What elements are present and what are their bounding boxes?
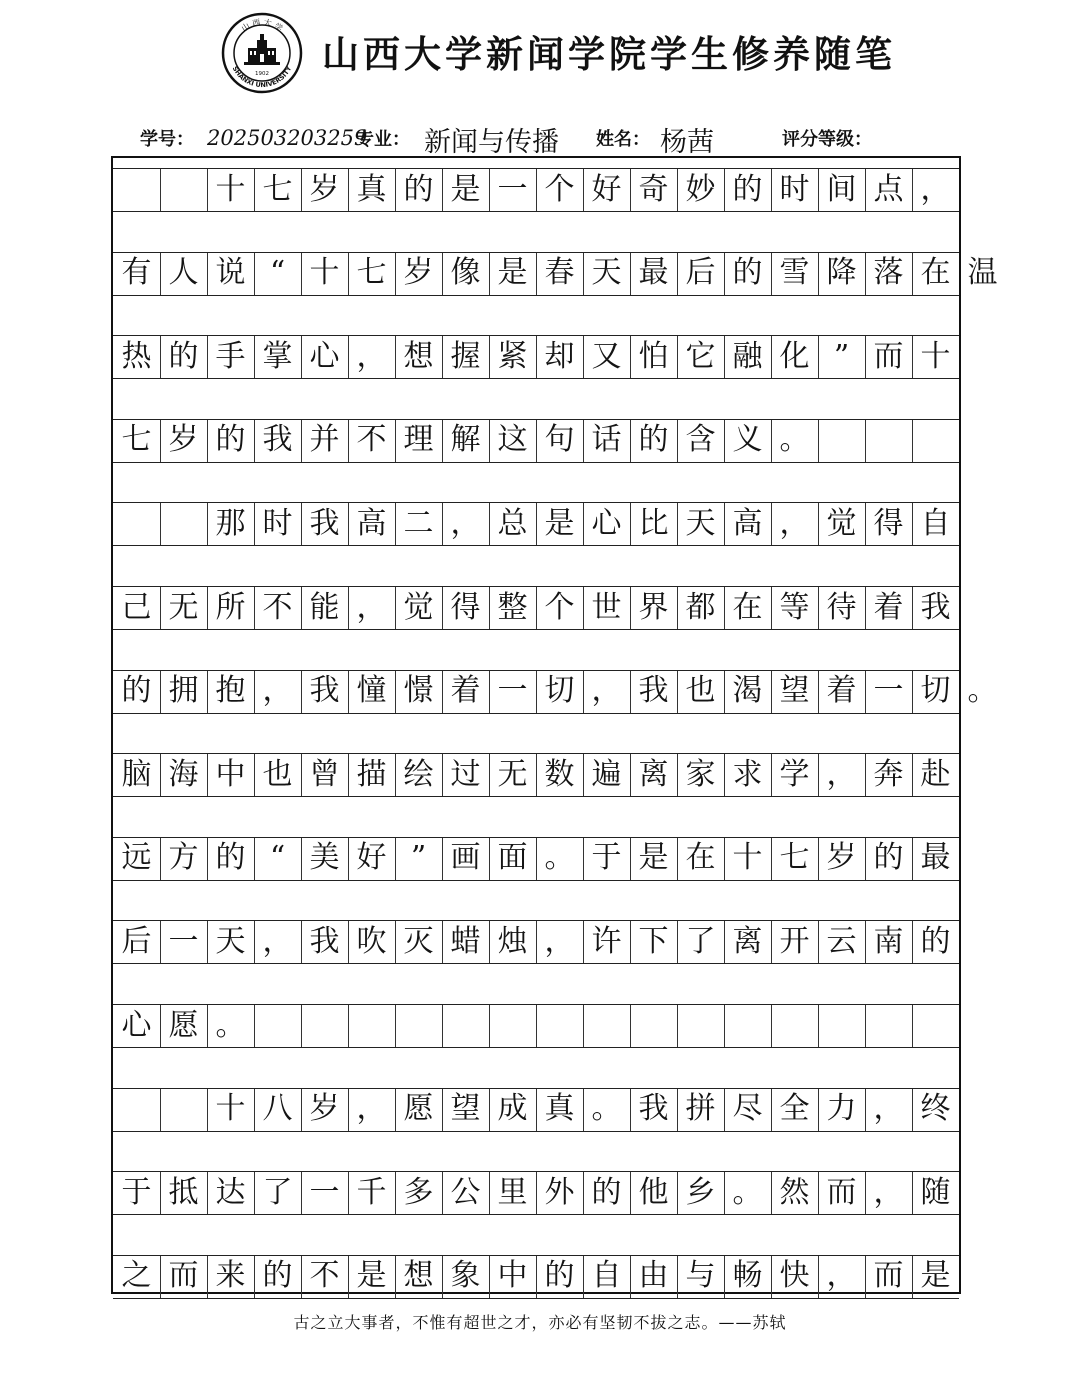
grid-cell: 手	[215, 338, 246, 374]
grid-row	[113, 502, 959, 546]
grid-line	[912, 1005, 913, 1047]
grid-cell: 在	[685, 840, 716, 876]
grid-cell: 想	[403, 1258, 434, 1294]
grid-cell: 也	[262, 756, 293, 792]
grid-cell: 拥	[168, 673, 199, 709]
name-label: 姓名：	[596, 129, 650, 150]
grid-cell: 抵	[168, 1174, 199, 1210]
grid-cell: 。	[732, 1174, 763, 1210]
grid-cell: 那	[215, 505, 246, 541]
grid-cell: 面	[497, 840, 528, 876]
grid-cell: 人	[168, 255, 199, 291]
grid-cell: ，	[591, 673, 622, 709]
grid-cell: 二	[403, 505, 434, 541]
grid-cell: 天	[591, 255, 622, 291]
grid-cell: 。	[967, 673, 998, 709]
grid-cell: 海	[168, 756, 199, 792]
grid-row	[113, 1088, 959, 1132]
grid-cell: 我	[638, 1091, 669, 1127]
grid-cell: 都	[685, 589, 716, 625]
seal-year: 1902	[255, 71, 269, 77]
grid-cell: 不	[356, 422, 387, 458]
grid-cell: “	[269, 255, 286, 291]
grid-cell: 烛	[497, 923, 528, 959]
grid-cell: 达	[215, 1174, 246, 1210]
grid-cell	[160, 1089, 207, 1130]
grid-cell: 的	[920, 923, 951, 959]
grid-cell: 的	[591, 1174, 622, 1210]
grid-cell: 界	[638, 589, 669, 625]
grid-cell: 我	[920, 589, 951, 625]
grid-line	[771, 1005, 772, 1047]
grid-cell: 中	[215, 756, 246, 792]
grid-line	[536, 1005, 537, 1047]
grid-cell: ，	[262, 923, 293, 959]
grid-cell: 点	[873, 171, 904, 207]
grid-cell: 快	[779, 1258, 810, 1294]
grid-cell: 含	[685, 422, 716, 458]
grid-cell: 的	[732, 255, 763, 291]
grid-cell: 而	[826, 1174, 857, 1210]
grid-cell: 落	[873, 255, 904, 291]
grid-cell: 望	[779, 673, 810, 709]
grid-cell: 切	[544, 673, 575, 709]
grid-cell: 是	[497, 255, 528, 291]
grid-cell: 己	[121, 589, 152, 625]
grid-cell: 真	[356, 171, 387, 207]
grid-cell: 愿	[403, 1091, 434, 1127]
grid-cell: 中	[497, 1258, 528, 1294]
grid-cell: 无	[497, 756, 528, 792]
grid-cell: 总	[497, 505, 528, 541]
grid-cell: 我	[309, 673, 340, 709]
grid-cell: 云	[826, 923, 857, 959]
grid-cell: 奇	[638, 171, 669, 207]
grid-cell: 的	[873, 840, 904, 876]
grid-row	[113, 252, 998, 296]
grid-cell: ，	[826, 756, 857, 792]
grid-line	[677, 1005, 678, 1047]
grid-row	[113, 335, 959, 379]
grid-cell: 雪	[779, 255, 810, 291]
grid-line	[818, 420, 819, 462]
grid-row	[113, 1255, 959, 1299]
grid-cell: 全	[779, 1091, 810, 1127]
grid-cell: 曾	[309, 756, 340, 792]
grid-cell: ”	[410, 840, 427, 876]
grid-cell: 而	[873, 338, 904, 374]
grid-cell: 融	[732, 338, 763, 374]
grid-cell: 的	[262, 1258, 293, 1294]
grid-cell: “	[269, 840, 286, 876]
grid-cell: 个	[544, 589, 575, 625]
grid-cell: 十	[215, 1091, 246, 1127]
grid-line	[630, 1005, 631, 1047]
grid-row	[113, 168, 959, 212]
grid-cell: 。	[215, 1007, 246, 1043]
grid-cell: 春	[544, 255, 575, 291]
grid-cell: 然	[779, 1174, 810, 1210]
grid-cell: 学	[779, 756, 810, 792]
page-header	[0, 0, 1080, 100]
grid-cell: 好	[356, 840, 387, 876]
grid-cell: 开	[779, 923, 810, 959]
grid-cell: 。	[544, 840, 575, 876]
grid-cell: 最	[920, 840, 951, 876]
grid-cell: 的	[168, 338, 199, 374]
grid-cell: 高	[356, 505, 387, 541]
grid-cell: 得	[450, 589, 481, 625]
grid-cell: 我	[638, 673, 669, 709]
grid-row	[113, 670, 998, 714]
grid-cell: 在	[920, 255, 951, 291]
grid-cell: 吹	[356, 923, 387, 959]
grid-cell: 于	[591, 840, 622, 876]
grid-line	[254, 1005, 255, 1047]
grid-cell: 离	[638, 756, 669, 792]
grid-cell: 望	[450, 1091, 481, 1127]
grid-cell: 着	[826, 673, 857, 709]
grid-cell: 与	[685, 1258, 716, 1294]
grid-row	[113, 1171, 959, 1215]
grid-cell: 我	[309, 923, 340, 959]
grid-cell: 世	[591, 589, 622, 625]
grid-cell: 乡	[685, 1174, 716, 1210]
grid-cell: 的	[544, 1258, 575, 1294]
grid-cell: 离	[732, 923, 763, 959]
grid-cell: 一	[497, 171, 528, 207]
grid-line	[301, 1005, 302, 1047]
grid-cell: ，	[356, 1091, 387, 1127]
grid-cell: 妙	[685, 171, 716, 207]
grid-cell: 力	[826, 1091, 857, 1127]
grid-cell: 赴	[920, 756, 951, 792]
grid-cell	[113, 169, 160, 210]
grid-line	[818, 1005, 819, 1047]
grid-cell: 心	[309, 338, 340, 374]
grid-cell: 随	[920, 1174, 951, 1210]
grid-cell: 理	[403, 422, 434, 458]
grid-cell: 绘	[403, 756, 434, 792]
grid-cell: 着	[873, 589, 904, 625]
grid-line	[348, 1005, 349, 1047]
grid-cell: 的	[638, 422, 669, 458]
grid-cell: ”	[833, 338, 850, 374]
grid-line	[395, 1005, 396, 1047]
grid-cell: 着	[450, 673, 481, 709]
grid-cell: ，	[356, 589, 387, 625]
grid-cell: 后	[121, 923, 152, 959]
name-value: 杨茜	[660, 127, 714, 158]
grid-cell: 成	[497, 1091, 528, 1127]
grid-cell: 远	[121, 840, 152, 876]
grid-cell: 是	[544, 505, 575, 541]
grid-cell: 憧	[356, 673, 387, 709]
grid-cell: 等	[779, 589, 810, 625]
grid-cell: 不	[262, 589, 293, 625]
grid-cell: 个	[544, 171, 575, 207]
grid-line	[489, 1005, 490, 1047]
grid-cell: 十	[309, 255, 340, 291]
grid-cell: 八	[262, 1091, 293, 1127]
grid-cell: 心	[121, 1007, 152, 1043]
grid-cell: 里	[497, 1174, 528, 1210]
grid-cell: 了	[262, 1174, 293, 1210]
grid-line	[724, 1005, 725, 1047]
grid-cell: 画	[450, 840, 481, 876]
student-id-value: 202503203259	[207, 126, 368, 150]
grid-cell: 十	[732, 840, 763, 876]
grid-cell: 的	[215, 422, 246, 458]
seal-top-text: 山 西 大 学	[239, 17, 285, 34]
grid-cell: 渴	[732, 673, 763, 709]
grid-cell: 了	[685, 923, 716, 959]
page-title: 山西大学新闻学院学生修养随笔	[322, 32, 896, 76]
seal-bottom-text: SHANXI UNIVERSITY	[230, 64, 294, 90]
grid-cell: 七	[262, 171, 293, 207]
grid-cell: 是	[356, 1258, 387, 1294]
grid-cell: 畅	[732, 1258, 763, 1294]
grid-cell: 降	[826, 255, 857, 291]
grid-cell: 我	[262, 422, 293, 458]
grid-cell: 化	[779, 338, 810, 374]
grid-line	[912, 420, 913, 462]
grid-cell: 一	[497, 673, 528, 709]
grid-cell: ，	[779, 505, 810, 541]
grid-cell: 方	[168, 840, 199, 876]
grid-cell: 抱	[215, 673, 246, 709]
grid-cell: ，	[826, 1258, 857, 1294]
grid-cell: ，	[356, 338, 387, 374]
grid-cell: 的	[121, 673, 152, 709]
grid-cell: 说	[215, 255, 246, 291]
grid-cell: 十	[920, 338, 951, 374]
grid-cell: 数	[544, 756, 575, 792]
grid-cell: 岁	[826, 840, 857, 876]
grid-cell: 。	[591, 1091, 622, 1127]
grid-cell: 后	[685, 255, 716, 291]
grid-row	[113, 920, 959, 964]
grid-cell: 多	[403, 1174, 434, 1210]
grid-cell: ，	[262, 673, 293, 709]
grid-line	[442, 1005, 443, 1047]
grid-cell: 紧	[497, 338, 528, 374]
grade-label: 评分等级：	[782, 129, 872, 150]
grid-cell: 得	[873, 505, 904, 541]
grid-cell: 解	[450, 422, 481, 458]
grid-cell: 自	[591, 1258, 622, 1294]
grid-line	[583, 1005, 584, 1047]
grid-cell: 温	[967, 255, 998, 291]
grid-cell: 天	[685, 505, 716, 541]
grid-cell: 并	[309, 422, 340, 458]
grid-cell: 于	[121, 1174, 152, 1210]
grid-cell: 一	[168, 923, 199, 959]
grid-cell: 南	[873, 923, 904, 959]
grid-cell: 七	[779, 840, 810, 876]
grid-row	[113, 586, 959, 630]
grid-cell: 觉	[826, 505, 857, 541]
grid-cell: 话	[591, 422, 622, 458]
grid-cell: 来	[215, 1258, 246, 1294]
grid-cell: 觉	[403, 589, 434, 625]
university-seal-logo	[221, 12, 303, 94]
grid-cell: 真	[544, 1091, 575, 1127]
seal-icon	[221, 12, 303, 94]
grid-cell: 天	[215, 923, 246, 959]
grid-cell: 像	[450, 255, 481, 291]
grid-cell: 热	[121, 338, 152, 374]
grid-row	[113, 753, 959, 797]
grid-cell: ，	[873, 1174, 904, 1210]
grid-cell: 时	[779, 171, 810, 207]
grid-cell: 又	[591, 338, 622, 374]
grid-cell: 想	[403, 338, 434, 374]
grid-cell: ，	[544, 923, 575, 959]
grid-cell: 是	[450, 171, 481, 207]
major-value: 新闻与传播	[424, 127, 559, 158]
grid-cell: 它	[685, 338, 716, 374]
grid-row	[113, 837, 959, 881]
grid-cell: 十	[215, 171, 246, 207]
grid-cell: 怕	[638, 338, 669, 374]
grid-cell: 蜡	[450, 923, 481, 959]
student-info-line	[0, 120, 1080, 160]
grid-cell: 美	[309, 840, 340, 876]
grid-cell: ，	[920, 171, 951, 207]
grid-cell: 奔	[873, 756, 904, 792]
grid-cell: 愿	[168, 1007, 199, 1043]
grid-cell: 岁	[309, 171, 340, 207]
grid-cell: 自	[920, 505, 951, 541]
grid-cell: 许	[591, 923, 622, 959]
grid-cell: 之	[121, 1258, 152, 1294]
grid-cell: 切	[920, 673, 951, 709]
grid-cell: 间	[826, 171, 857, 207]
grid-cell: 遍	[591, 756, 622, 792]
grid-cell: 下	[638, 923, 669, 959]
grid-cell: 而	[873, 1258, 904, 1294]
grid-row	[113, 1004, 959, 1048]
grid-cell: 所	[215, 589, 246, 625]
grid-cell: 有	[121, 255, 152, 291]
grid-cell: 一	[873, 673, 904, 709]
grid-cell: 握	[450, 338, 481, 374]
grid-cell: 家	[685, 756, 716, 792]
grid-cell: 是	[920, 1258, 951, 1294]
grid-cell: 比	[638, 505, 669, 541]
grid-cell	[113, 503, 160, 544]
grid-line	[865, 1005, 866, 1047]
grid-cell: 七	[356, 255, 387, 291]
grid-row	[113, 419, 959, 463]
grid-cell: 过	[450, 756, 481, 792]
grid-cell: 时	[262, 505, 293, 541]
grid-cell	[160, 169, 207, 210]
grid-cell: 却	[544, 338, 575, 374]
grid-cell: 外	[544, 1174, 575, 1210]
grid-cell	[113, 1089, 160, 1130]
grid-cell: 不	[309, 1258, 340, 1294]
grid-cell: 我	[309, 505, 340, 541]
grid-cell: 憬	[403, 673, 434, 709]
grid-cell: 而	[168, 1258, 199, 1294]
grid-cell: 公	[450, 1174, 481, 1210]
grid-cell: 求	[732, 756, 763, 792]
major-label: 专业：	[356, 129, 410, 150]
grid-cell	[160, 503, 207, 544]
grid-cell: 句	[544, 422, 575, 458]
grid-cell: 七	[121, 422, 152, 458]
grid-cell: 他	[638, 1174, 669, 1210]
grid-cell: ，	[450, 505, 481, 541]
grid-cell: 象	[450, 1258, 481, 1294]
grid-cell: 能	[309, 589, 340, 625]
grid-cell: 描	[356, 756, 387, 792]
grid-cell: 一	[309, 1174, 340, 1210]
grid-cell: 也	[685, 673, 716, 709]
grid-cell: 掌	[262, 338, 293, 374]
grid-cell: 义	[732, 422, 763, 458]
grid-cell: 的	[403, 171, 434, 207]
grid-cell: 脑	[121, 756, 152, 792]
grid-line	[865, 420, 866, 462]
grid-cell: 在	[732, 589, 763, 625]
grid-cell: ，	[873, 1091, 904, 1127]
grid-cell: 高	[732, 505, 763, 541]
grid-cell: 这	[497, 422, 528, 458]
grid-cell: 岁	[309, 1091, 340, 1127]
grid-cell: 的	[215, 840, 246, 876]
grid-cell: 是	[638, 840, 669, 876]
grid-cell: 千	[356, 1174, 387, 1210]
grid-cell: 无	[168, 589, 199, 625]
grid-cell: 心	[591, 505, 622, 541]
grid-cell: 。	[779, 422, 810, 458]
grid-cell: 由	[638, 1258, 669, 1294]
grid-cell: 拼	[685, 1091, 716, 1127]
grid-cell: 尽	[732, 1091, 763, 1127]
footer-quote: 古之立大事者，不惟有超世之才，亦必有坚韧不拔之志。——苏轼	[293, 1313, 787, 1332]
grid-cell: 整	[497, 589, 528, 625]
grid-cell: 岁	[403, 255, 434, 291]
grid-cell: 终	[920, 1091, 951, 1127]
grid-cell: 的	[732, 171, 763, 207]
student-id-label: 学号：	[140, 129, 194, 150]
grid-cell: 岁	[168, 422, 199, 458]
grid-cell: 好	[591, 171, 622, 207]
grid-cell: 灭	[403, 923, 434, 959]
grid-cell: 最	[638, 255, 669, 291]
grid-cell: 待	[826, 589, 857, 625]
